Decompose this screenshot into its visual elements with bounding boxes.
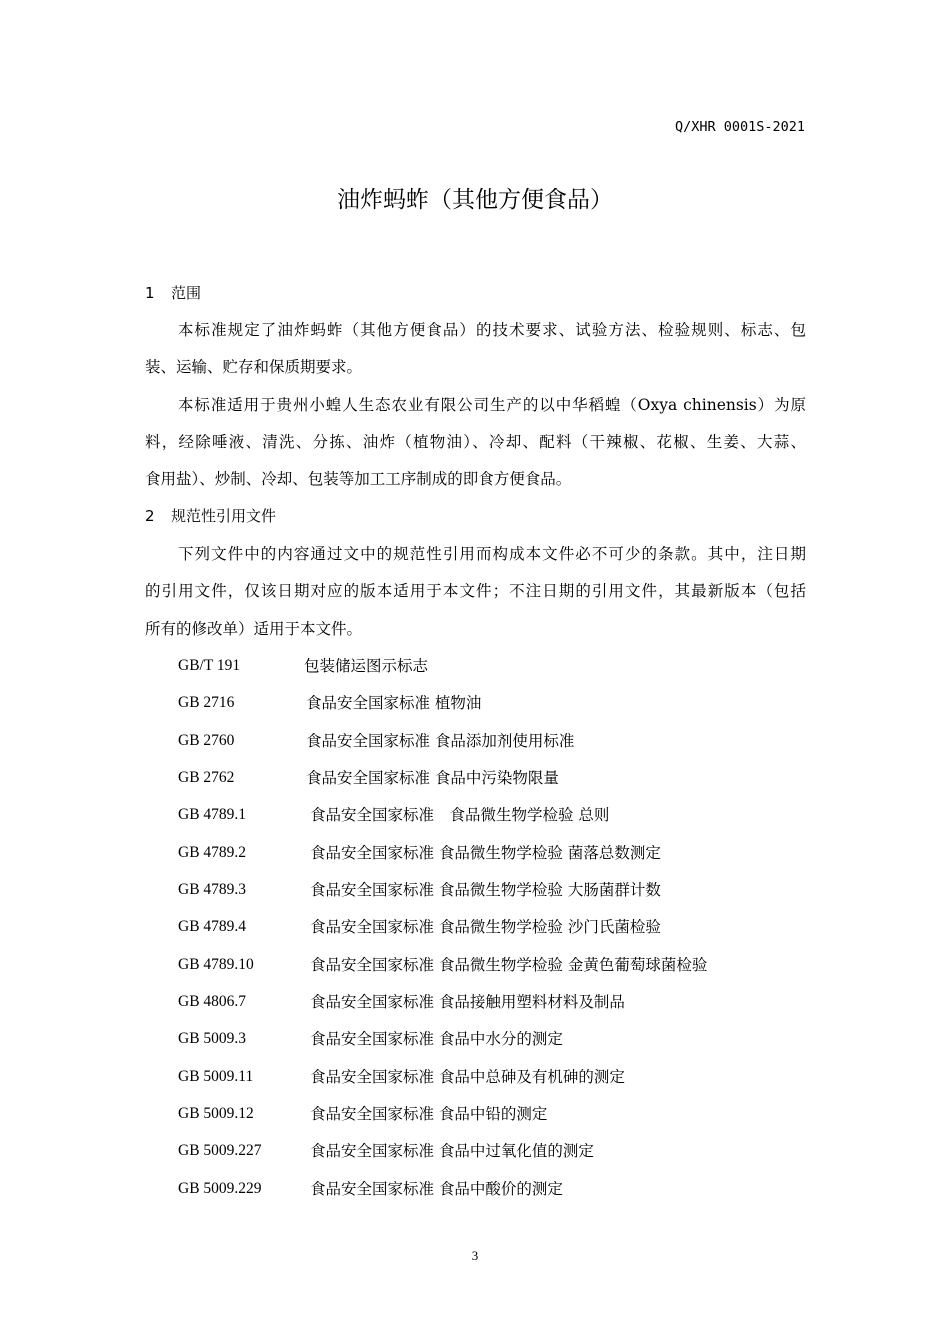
reference-item [178,1102,818,1126]
reference-title: 食品安全国家标准 食品中酸价的测定 [310,1180,563,1198]
paragraph-line: 食用盐）、炒制、冷却、包装等加工工序制成的即食方便食品。 [145,470,572,488]
reference-item [178,803,818,827]
reference-item [178,990,818,1014]
reference-title: 食品安全国家标准 食品中铅的测定 [310,1105,548,1123]
reference-code: GB 4789.10 [178,956,254,973]
document-title: 油炸蚂蚱（其他方便食品） [337,187,613,213]
reference-title: 食品安全国家标准 植物油 [306,694,482,712]
reference-code: GB/T 191 [178,657,241,674]
page-number: 3 [471,1248,479,1263]
reference-title: 包装储运图示标志 [304,657,429,675]
reference-item [178,1027,818,1051]
reference-code: GB 2762 [178,769,235,786]
reference-title: 食品安全国家标准 食品微生物学检验 菌落总数测定 [310,844,661,862]
paragraph-line: 装、运输、贮存和保质期要求。 [145,358,363,376]
document-code: Q/XHR 0001S-2021 [674,119,805,135]
reference-title: 食品安全国家标准 食品微生物学检验 沙门氏菌检验 [310,918,661,936]
reference-code: GB 5009.11 [178,1068,254,1085]
reference-item [178,1177,818,1201]
reference-title: 食品安全国家标准 食品中水分的测定 [310,1030,563,1048]
reference-item [178,1065,818,1089]
paragraph-line: 本标准适用于贵州小蝗人生态农业有限公司生产的以中华稻蝗（Oxya chinensis）为原 [178,396,806,414]
reference-title: 食品安全国家标准 食品添加剂使用标准 [306,732,575,750]
reference-item [178,654,818,678]
paragraph-line: 下列文件中的内容通过文中的规范性引用而构成本文件必不可少的条款。其中，注日期 [178,545,806,563]
reference-code: GB 4806.7 [178,993,247,1010]
reference-title: 食品安全国家标准 食品微生物学检验 金黄色葡萄球菌检验 [310,956,708,974]
reference-item [178,841,818,865]
reference-title: 食品安全国家标准 食品中污染物限量 [306,769,559,787]
reference-item [178,915,818,939]
reference-code: GB 2716 [178,694,235,711]
section-heading-scope [145,282,201,304]
reference-title: 食品安全国家标准 食品微生物学检验 大肠菌群计数 [310,881,661,899]
reference-code: GB 4789.4 [178,918,247,935]
reference-item [178,953,818,977]
reference-code: GB 4789.3 [178,881,247,898]
paragraph-line: 所有的修改单）适用于本文件。 [145,620,363,638]
reference-item [178,729,818,753]
reference-code: GB 2760 [178,732,235,749]
reference-code: GB 5009.227 [178,1142,262,1159]
reference-item [178,1139,818,1163]
section-title: 范围 [171,284,202,302]
paragraph-line: 本标准规定了油炸蚂蚱（其他方便食品）的技术要求、试验方法、检验规则、标志、包 [178,321,806,339]
reference-code: GB 5009.12 [178,1105,254,1122]
reference-code: GB 5009.229 [178,1180,262,1197]
reference-item [178,691,818,715]
section-heading-normative-references [145,505,276,527]
paragraph-line: 料，经除唾液、清洗、分拣、油炸（植物油）、冷却、配料（干辣椒、花椒、生姜、大蒜、 [145,433,806,451]
reference-code: GB 4789.2 [178,844,247,861]
section-number: 1 [145,284,155,302]
section-number: 2 [145,507,155,525]
reference-title: 食品安全国家标准 食品接触用塑料材料及制品 [310,993,625,1011]
reference-item [178,878,818,902]
reference-code: GB 4789.1 [178,806,247,823]
reference-item [178,766,818,790]
reference-code: GB 5009.3 [178,1030,247,1047]
reference-title: 食品安全国家标准 食品中总砷及有机砷的测定 [310,1068,625,1086]
paragraph-line: 的引用文件，仅该日期对应的版本适用于本文件；不注日期的引用文件，其最新版本（包括 [145,582,806,600]
reference-title: 食品安全国家标准 食品微生物学检验 总则 [310,806,610,824]
section-title: 规范性引用文件 [171,507,277,525]
reference-title: 食品安全国家标准 食品中过氧化值的测定 [310,1142,594,1160]
